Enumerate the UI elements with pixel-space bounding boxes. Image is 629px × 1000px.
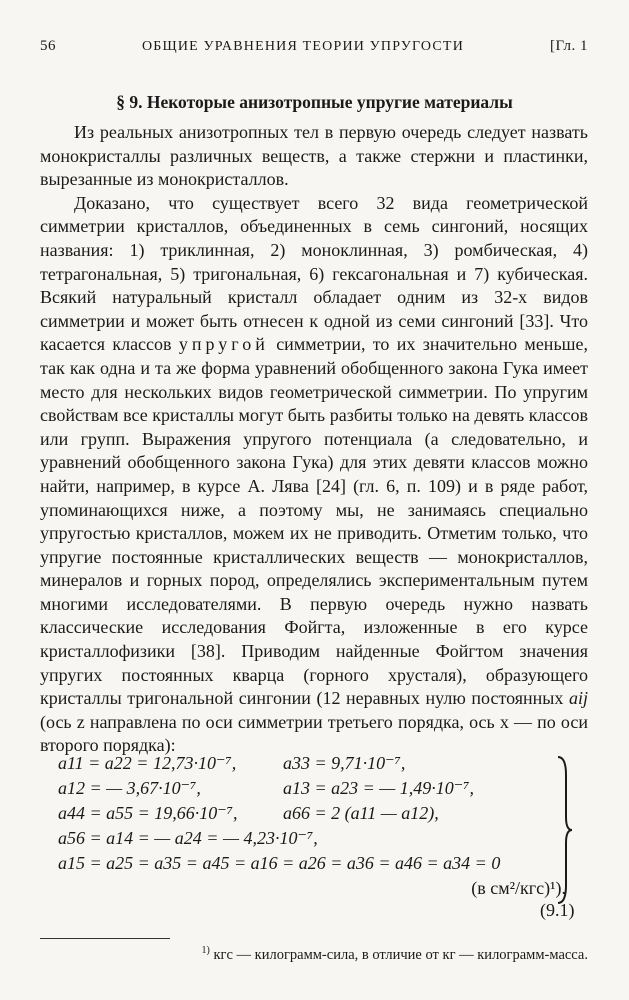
formula-block [58, 751, 578, 901]
running-title: ОБЩИЕ УРАВНЕНИЯ ТЕОРИИ УПРУГОСТИ [141, 39, 464, 54]
formula-row-5 [58, 851, 578, 876]
right-brace [556, 755, 574, 905]
formula-row-3 [58, 801, 578, 826]
section-heading: § 9. Некоторые анизотропные упругие материалы [116, 92, 513, 112]
footnote-divider [40, 938, 170, 939]
formula-units [58, 876, 578, 901]
footnote [40, 942, 588, 964]
chapter-label: [Гл. 1 [549, 38, 588, 54]
formula-a11-a22: a11 = a22 = 12,73·10⁻⁷, [58, 753, 237, 773]
emphasis-elastic: упругой [178, 334, 269, 355]
formula-a44-a55: a44 = a55 = 19,66·10⁻⁷, [58, 803, 238, 823]
body-text [40, 121, 588, 758]
paragraph-1: Из реальных анизотропных тел в первую очередь следует назвать монокристаллы различных веществ, а также стержни и пластинки, вырезанные из монокристаллов. [40, 122, 588, 190]
running-head [40, 38, 588, 55]
formula-a33: a33 = 9,71·10⁻⁷, [283, 753, 406, 773]
paragraph-2-part-b: симметрии, то их значительно меньше, так как одна и та же форма уравнений обобщенного закона Гука имеет место для нескольких видов геометрической симметрии. По упругим свойствам все кристаллы могут быть разбиты только на девять классов или групп. Выражения упругого потенциала (а следовательно, и уравнений обобщенного закона Гука) для этих девяти классов можно найти, например, в курсе А. Лява [24] (гл. 6, п. 109) и в ряде работ, упоминающихся ниже, а поэтому мы, не занимаясь специально упругостью кристаллов, можем их не приводить. Отметим только, что упругие постоянные кристаллических веществ — монокристаллов, минералов и горных пород, определялись экспериментальным путем многими исследователями. В первую очередь нужно назвать классические исследования Фойгта, изложенные в его курсе кристаллофизики [38]. Приводим найденные Фойгтом значения упругих постоянных кварца (горного хрусталя), образующего кристаллы тригональной сингонии (12 неравных нулю постоянных [40, 334, 588, 709]
units-label: (в см²/кгс)¹). [471, 878, 566, 898]
formula-a56-a14: a56 = a14 = — a24 = — 4,23·10⁻⁷, [58, 828, 318, 848]
formula-row-2 [58, 776, 578, 801]
symbol-aij: aij [568, 688, 588, 709]
paragraph-2-part-a: Доказано, что существует всего 32 вида геометрической симметрии кристаллов, объединенных в семь сингоний, носящих названия: 1) триклинная, 2) моноклинная, 3) ромбическая, 4) тетрагональная, 5) тригональная, 6) гексагональная и 7) кубическая. Всякий натуральный кристалл обладает одним из 32-х видов симметрии и может быть отнесен к одной из семи сингоний [33]. Что касается классов [40, 192, 588, 355]
paragraph-2 [40, 192, 588, 758]
formula-row-1 [58, 751, 578, 776]
footnote-text: кгс — килограмм-сила, в отличие от кг — килограмм-масса. [213, 946, 588, 963]
equation-number: (9.1) [540, 900, 575, 920]
page-number: 56 [40, 38, 56, 54]
footnote-mark: 1) [201, 945, 210, 956]
formula-row-4 [58, 826, 578, 851]
formula-zero-constants: a15 = a25 = a35 = a45 = a16 = a26 = a36 = a46 = a34 = 0 [58, 853, 501, 873]
paragraph-2-part-c: (ось z направлена по оси симметрии третьего порядка, ось x — по оси второго порядка): [40, 711, 588, 756]
formula-a12: a12 = — 3,67·10⁻⁷, [58, 778, 201, 798]
formula-a13-a23: a13 = a23 = — 1,49·10⁻⁷, [283, 778, 475, 798]
formula-a66: a66 = 2 (a11 — a12), [283, 803, 439, 823]
